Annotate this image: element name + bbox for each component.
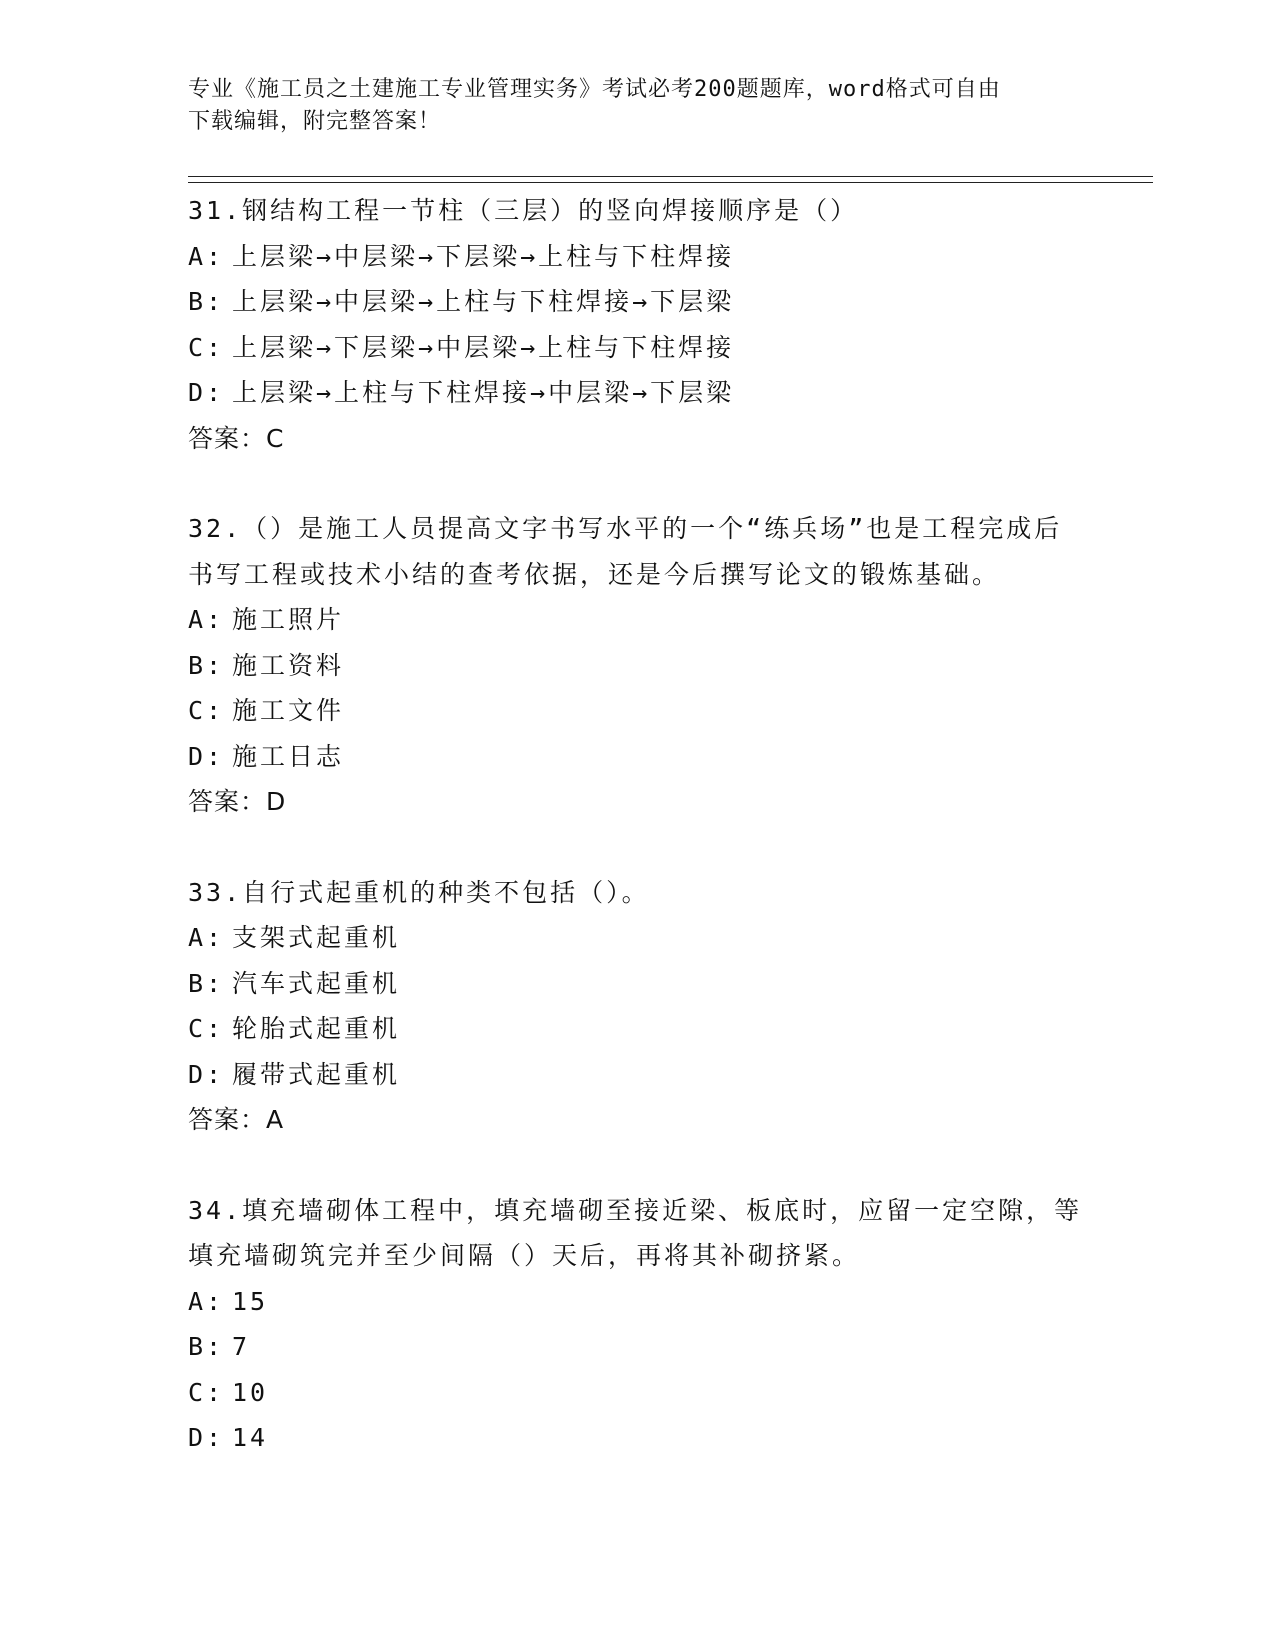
option-text: 汽车式起重机 [232,968,401,998]
option-text: 15 [232,1286,269,1316]
header-line-1: 专业《施工员之土建施工专业管理实务》考试必考200题题库，word格式可自由 [188,77,1001,102]
option-letter: A: [188,241,225,271]
option-a [188,915,1088,961]
option-c [188,1370,1088,1416]
question-text: 33.自行式起重机的种类不包括（）。 [188,877,650,907]
option-text: 上层梁→中层梁→上柱与下柱焊接→下层梁 [232,287,735,316]
question-list [188,188,1088,1506]
option-text: 上层梁→下层梁→中层梁→上柱与下柱焊接 [232,332,735,362]
option-text: 轮胎式起重机 [232,1014,401,1043]
option-d [188,734,1088,780]
option-text: 10 [232,1377,269,1407]
option-letter: C: [188,1014,225,1043]
option-b [188,279,1088,325]
option-letter: B: [188,968,225,998]
question-text: 31.钢结构工程一节柱（三层）的竖向焊接顺序是（） [188,196,859,225]
option-b [188,1324,1088,1370]
option-letter: A: [188,1286,225,1316]
question-text: 34.填充墙砌体工程中，填充墙砌至接近梁、板底时，应留一定空隙，等填充墙砌筑完并至少间隔（）天后，再将其补砌挤紧。 [188,1195,1083,1270]
question-32 [188,506,1088,825]
option-d [188,1052,1088,1098]
option-letter: D: [188,1423,225,1452]
option-letter: D: [188,741,225,771]
option-text: 上层梁→中层梁→下层梁→上柱与下柱焊接 [232,241,735,271]
question-text: 32.（）是施工人员提高文字书写水平的一个“练兵场”也是工程完成后书写工程或技术小结的查考依据，还是今后撰写论文的锻炼基础。 [188,514,1063,589]
header-rule-bottom [188,182,1153,183]
document-header [188,74,1068,138]
option-text: 履带式起重机 [232,1059,401,1089]
option-a [188,1279,1088,1325]
option-letter: C: [188,696,225,725]
option-letter: B: [188,650,225,680]
question-33 [188,870,1088,1143]
option-d [188,1415,1088,1461]
option-text: 施工资料 [232,650,345,680]
header-rule-top [188,176,1153,177]
header-line-2: 下载编辑，附完整答案！ [188,109,442,134]
option-letter: A: [188,923,225,952]
option-c [188,325,1088,371]
option-b [188,643,1088,689]
option-text: 施工文件 [232,696,345,725]
option-a [188,234,1088,280]
option-text: 施工日志 [232,741,345,771]
option-c [188,688,1088,734]
option-letter: B: [188,1332,225,1361]
option-letter: D: [188,378,225,407]
option-b [188,961,1088,1007]
question-31 [188,188,1088,461]
option-c [188,1006,1088,1052]
question-34 [188,1188,1088,1461]
answer: 答案：A [188,1105,285,1134]
answer: 答案：C [188,423,285,453]
option-text: 支架式起重机 [232,923,401,952]
answer: 答案：D [188,787,287,816]
option-letter: A: [188,605,225,634]
option-letter: D: [188,1059,225,1089]
option-text: 14 [232,1423,269,1452]
option-text: 7 [232,1332,251,1361]
option-text: 施工照片 [232,605,345,634]
option-text: 上层梁→上柱与下柱焊接→中层梁→下层梁 [232,378,735,407]
option-a [188,597,1088,643]
option-letter: B: [188,287,225,316]
option-d [188,370,1088,416]
option-letter: C: [188,332,225,362]
option-letter: C: [188,1377,225,1407]
